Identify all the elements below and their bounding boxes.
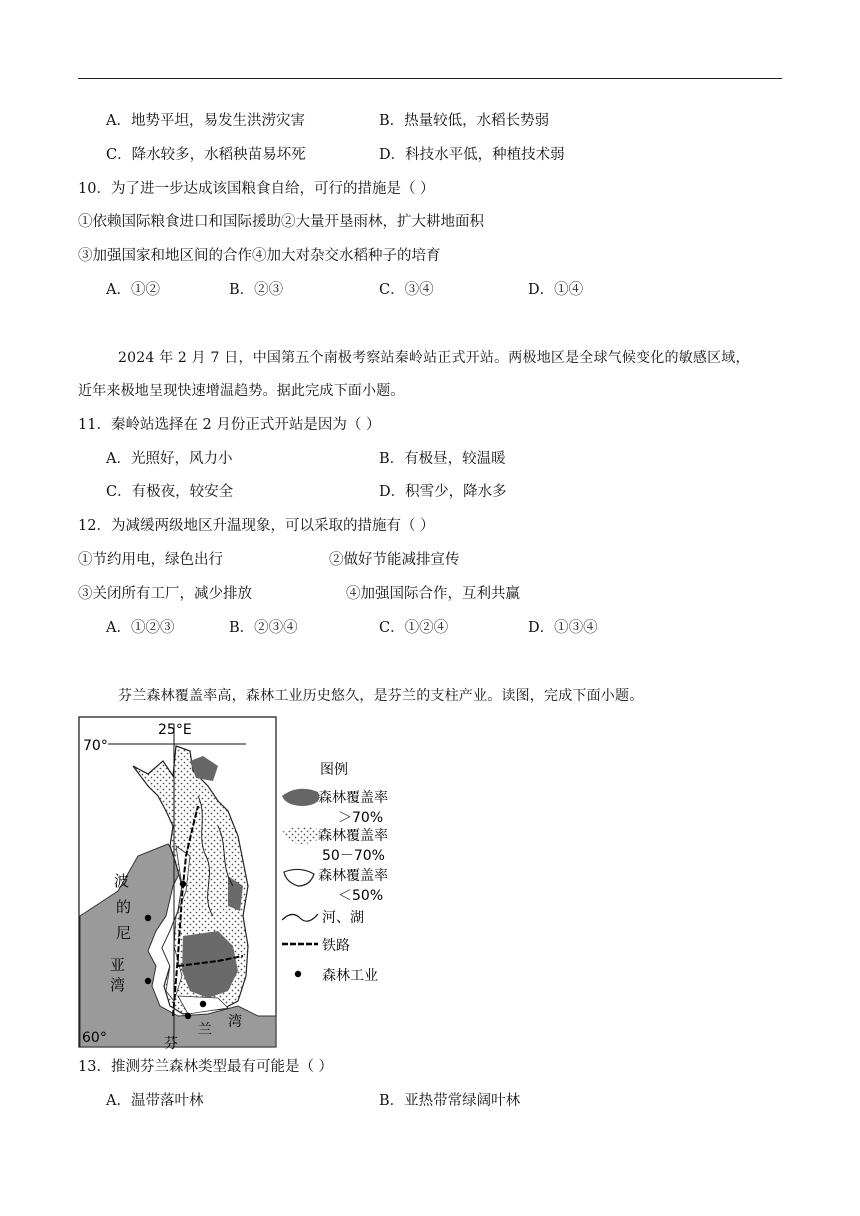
industry-point	[200, 1001, 206, 1007]
legend-mid-label: 森林覆盖率	[318, 828, 388, 844]
q12-option-a[interactable]: A．①②③	[106, 620, 175, 636]
map-legend	[282, 762, 388, 984]
label-bothnia-2: 的	[116, 898, 132, 916]
label-70: 70°	[83, 738, 108, 754]
q9-option-d[interactable]: D．科技水平低，种植技术弱	[379, 147, 565, 163]
label-bothnia-5: 湾	[110, 976, 126, 994]
passage-finland: 芬兰森林覆盖率高，森林工业历史悠久，是芬兰的支柱产业。读图，完成下面小题。	[118, 688, 644, 704]
q11-option-d[interactable]: D．积雪少，降水多	[379, 484, 507, 500]
q12-option-c[interactable]: C．①②④	[379, 620, 449, 636]
legend-low-range: ＜50%	[338, 888, 384, 904]
q12-item-2: ②做好节能减排宣传	[329, 552, 460, 568]
legend-swatch-high	[282, 789, 319, 806]
q10-option-d[interactable]: D．①④	[528, 282, 584, 298]
legend-mid-range: 50－70%	[322, 848, 385, 864]
legend-swatch-mid	[282, 826, 321, 844]
q12-item-4: ④加强国际合作，互利共赢	[346, 586, 520, 602]
industry-point	[180, 881, 186, 887]
q11-option-a[interactable]: A．光照好，风力小	[106, 451, 233, 467]
label-gulf-finland-2: 兰	[198, 1022, 212, 1038]
industry-point	[185, 1013, 191, 1019]
q13-option-a[interactable]: A．温带落叶林	[106, 1093, 204, 1109]
label-bothnia-4: 亚	[110, 956, 126, 974]
industry-point	[145, 915, 151, 921]
q10-option-c[interactable]: C．③④	[379, 282, 434, 298]
legend-rail-label: 铁路	[322, 938, 350, 954]
q9-option-c[interactable]: C．降水较多，水稻秧苗易坏死	[106, 147, 306, 163]
legend-river-label: 河、湖	[322, 910, 364, 926]
q12-item-1: ①节约用电，绿色出行	[78, 552, 223, 568]
passage-antarctic-line-1: 2024 年 2 月 7 日，中国第五个南极考察站秦岭站正式开站。两极地区是全球气候变化的敏感区域，	[118, 350, 750, 366]
label-60: 60°	[82, 1030, 107, 1046]
q12-option-d[interactable]: D．①③④	[528, 620, 598, 636]
q9-option-b[interactable]: B．热量较低，水稻长势弱	[379, 113, 550, 129]
label-bothnia-1: 波	[114, 872, 130, 890]
legend-swatch-industry	[295, 971, 301, 977]
q10-choice-line-2: ③加强国家和地区间的合作④加大对杂交水稻种子的培育	[78, 248, 441, 264]
q11-option-c[interactable]: C．有极夜，较安全	[106, 484, 234, 500]
legend-swatch-river	[282, 914, 318, 921]
q10-choice-line-1: ①依赖国际粮食进口和国际援助②大量开垦雨林，扩大耕地面积	[78, 214, 484, 230]
q11-stem: 11．秦岭站选择在 2 月份正式开站是因为（ ）	[78, 417, 381, 433]
label-gulf-finland-3: 湾	[228, 1014, 242, 1030]
q10-option-b[interactable]: B．②③	[229, 282, 284, 298]
legend-high-range: ＞70%	[338, 810, 384, 826]
q13-option-b[interactable]: B．亚热带常绿阔叶林	[379, 1093, 521, 1109]
q10-option-a[interactable]: A．①②	[106, 282, 160, 298]
finland-forest-map	[78, 716, 398, 1050]
q12-stem: 12．为减缓两级地区升温现象，可以采取的措施有（ ）	[78, 518, 435, 534]
q9-option-a[interactable]: A．地势平坦，易发生洪涝灾害	[106, 113, 305, 129]
passage-antarctic-line-2: 近年来极地呈现快速增温趋势。据此完成下面小题。	[78, 383, 405, 399]
industry-point	[145, 978, 151, 984]
header-rule	[78, 78, 782, 79]
legend-title: 图例	[320, 762, 348, 778]
label-25e: 25°E	[158, 722, 192, 738]
q13-stem: 13．推测芬兰森林类型最有可能是（ ）	[78, 1059, 334, 1075]
q11-option-b[interactable]: B．有极昼，较温暖	[379, 451, 506, 467]
label-bothnia-3: 尼	[116, 924, 132, 942]
legend-swatch-low	[284, 869, 314, 886]
q10-stem: 10．为了进一步达成该国粮食自给，可行的措施是（ ）	[78, 181, 435, 197]
q12-option-b[interactable]: B．②③④	[229, 620, 298, 636]
q12-item-3: ③关闭所有工厂，减少排放	[78, 586, 252, 602]
legend-high-label: 森林覆盖率	[318, 790, 388, 806]
label-gulf-finland-1: 芬	[164, 1036, 178, 1050]
legend-industry-label: 森林工业	[322, 968, 378, 984]
legend-low-label: 森林覆盖率	[318, 868, 388, 884]
